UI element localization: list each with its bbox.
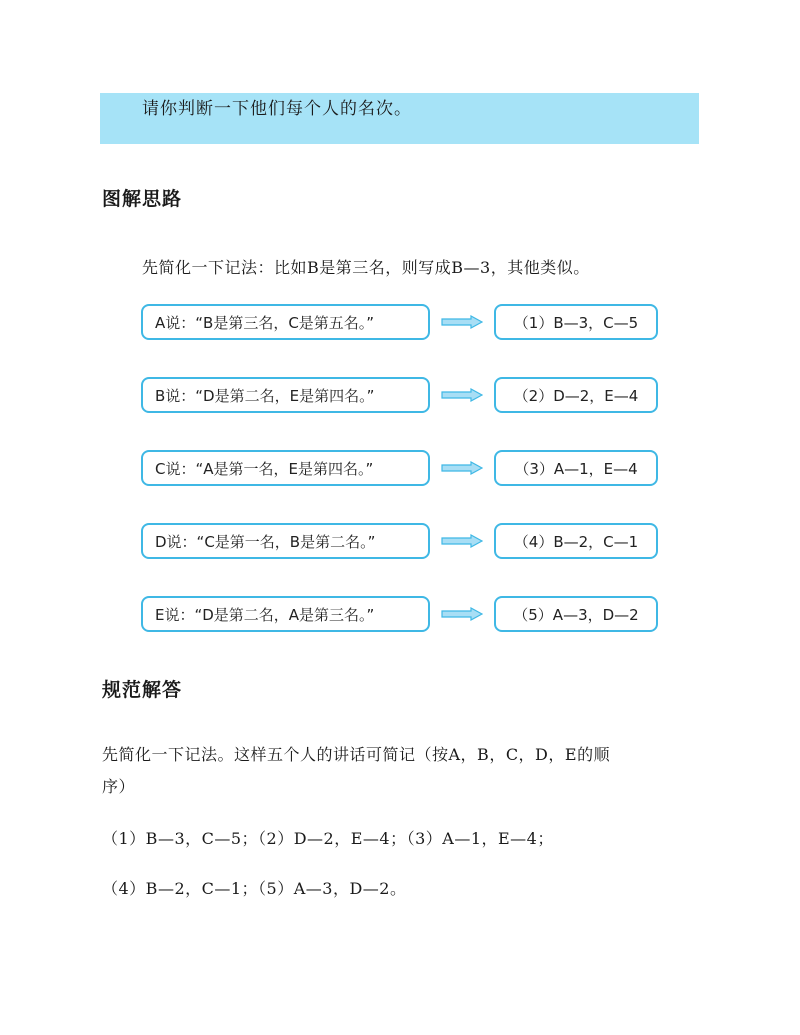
statement-box: D说：“C是第一名，B是第二名。” [141,523,430,559]
right-arrow-icon [441,607,483,621]
statement-box: A说：“B是第三名，C是第五名。” [141,304,430,340]
result-box: （5）A—3，D—2 [494,596,658,632]
right-arrow-icon [441,388,483,402]
answer-line: （4）B—2，C—1；（5）A—3，D—2。 [102,879,407,898]
statement-box: E说：“D是第二名，A是第三名。” [141,596,430,632]
right-arrow-icon [441,315,483,329]
question-text: 请你判断一下他们每个人的名次。 [142,99,412,119]
statement-box: C说：“A是第一名，E是第四名。” [141,450,430,486]
result-box: （3）A—1，E—4 [494,450,658,486]
result-box: （2）D—2，E—4 [494,377,658,413]
answer-line: （1）B—3，C—5；（2）D—2，E—4；（3）A—1，E—4； [102,829,554,848]
section-heading-thinking: 图解思路 [102,188,183,210]
statement-box: B说：“D是第二名，E是第四名。” [141,377,430,413]
result-box: （1）B—3，C—5 [494,304,658,340]
answer-line: 序） [102,777,136,796]
section-heading-answer: 规范解答 [102,679,183,701]
right-arrow-icon [441,461,483,475]
thinking-intro: 先简化一下记法：比如B是第三名，则写成B—3，其他类似。 [142,258,590,277]
right-arrow-icon [441,534,483,548]
answer-line: 先简化一下记法。这样五个人的讲话可简记（按A，B，C，D，E的顺 [102,745,611,764]
result-box: （4）B—2，C—1 [494,523,658,559]
